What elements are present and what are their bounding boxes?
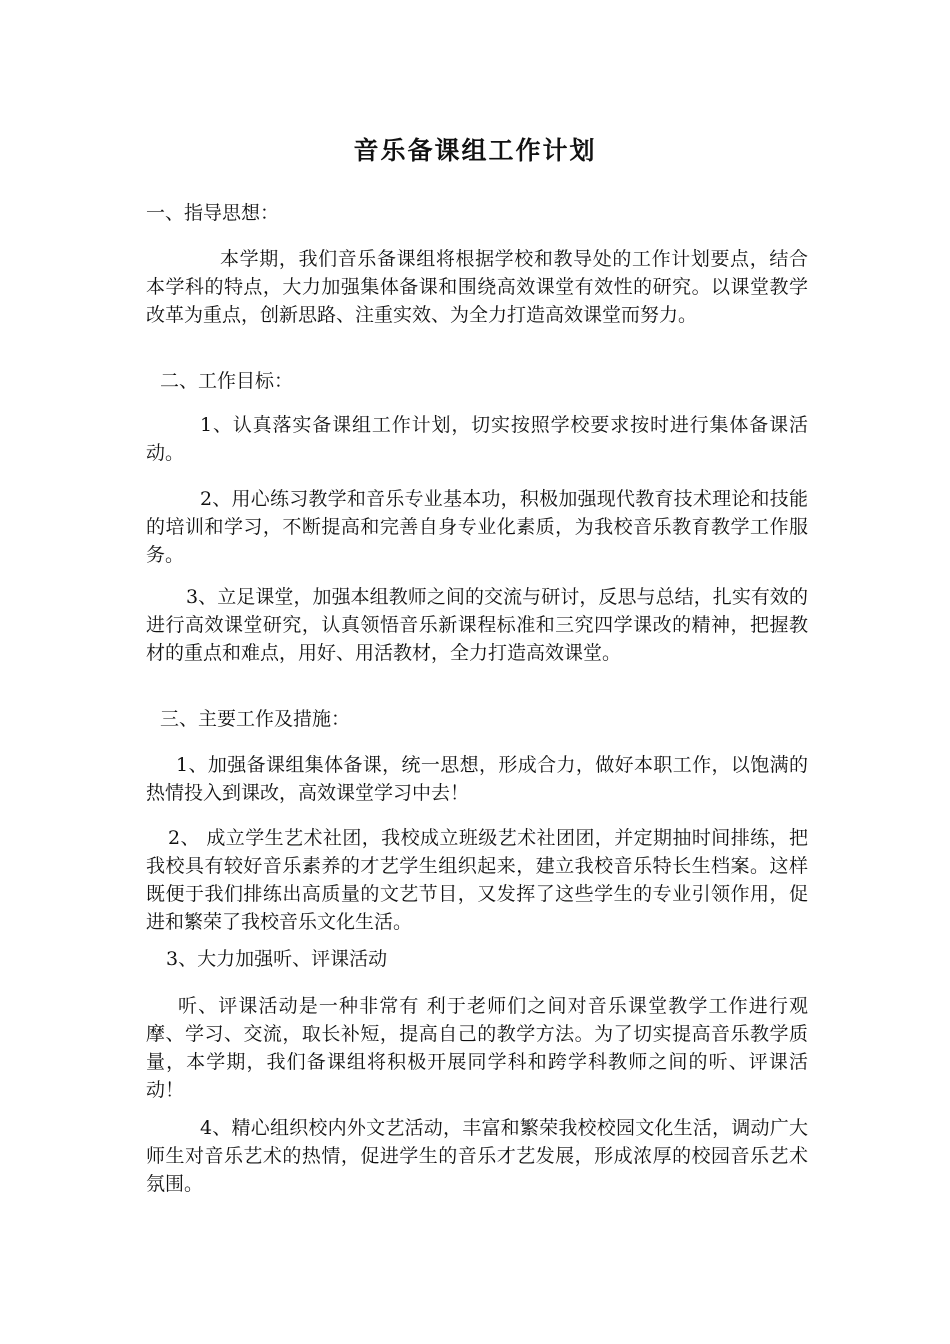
work-goal-item-1: 1、认真落实备课组工作计划，切实按照学校要求按时进行集体备课活动。 <box>146 414 808 464</box>
work-goal-item-3: 3、立足课堂，加强本组教师之间的交流与研讨，反思与总结，扎实有效的进行高效课堂研究，认真领悟音乐新课程标准和三究四学课改的精神，把握教材的重点和难点，用好、用活教材，全力打造高效课堂。 <box>146 586 808 664</box>
section-heading-guiding-thought: 一、指导思想： <box>146 202 280 224</box>
main-work-item-1: 1、加强备课组集体备课，统一思想，形成合力，做好本职工作，以饱满的热情投入到课改，高效课堂学习中去！ <box>146 754 808 804</box>
document-title: 音乐备课组工作计划 <box>353 136 597 165</box>
main-work-item-4: 4、精心组织校内外文艺活动，丰富和繁荣我校校园文化生活，调动广大师生对音乐艺术的热情，促进学生的音乐才艺发展，形成浓厚的校园音乐艺术氛围。 <box>146 1117 808 1195</box>
section-heading-main-work: 三、主要工作及措施： <box>160 708 351 730</box>
main-work-item-3-heading: 3、大力加强听、评课活动 <box>166 948 388 970</box>
work-goal-item-2: 2、用心练习教学和音乐专业基本功，积极加强现代教育技术理论和技能的培训和学习，不断提高和完善自身专业化素质，为我校音乐教育教学工作服务。 <box>146 488 808 566</box>
guiding-thought-paragraph: 本学期，我们音乐备课组将根据学校和教导处的工作计划要点，结合本学科的特点，大力加强集体备课和围绕高效课堂有效性的研究。以课堂教学改革为重点，创新思路、注重实效、为全力打造高效课堂而努力。 <box>146 248 808 326</box>
main-work-item-3-paragraph: 听、评课活动是一种非常有 利于老师们之间对音乐课堂教学工作进行观摩、学习、交流，取长补短，提高自己的教学方法。为了切实提高音乐教学质量，本学期，我们备课组将积极开展同学科和跨学科教师之间的听、评课活动！ <box>146 995 808 1101</box>
section-heading-work-goals: 二、工作目标： <box>160 370 294 392</box>
main-work-item-2: 2、 成立学生艺术社团，我校成立班级艺术社团团，并定期抽时间排练，把我校具有较好音乐素养的才艺学生组织起来，建立我校音乐特长生档案。这样既便于我们排练出高质量的文艺节目，又发挥了这些学生的专业引领作用，促进和繁荣了我校音乐文化生活。 <box>146 827 808 933</box>
